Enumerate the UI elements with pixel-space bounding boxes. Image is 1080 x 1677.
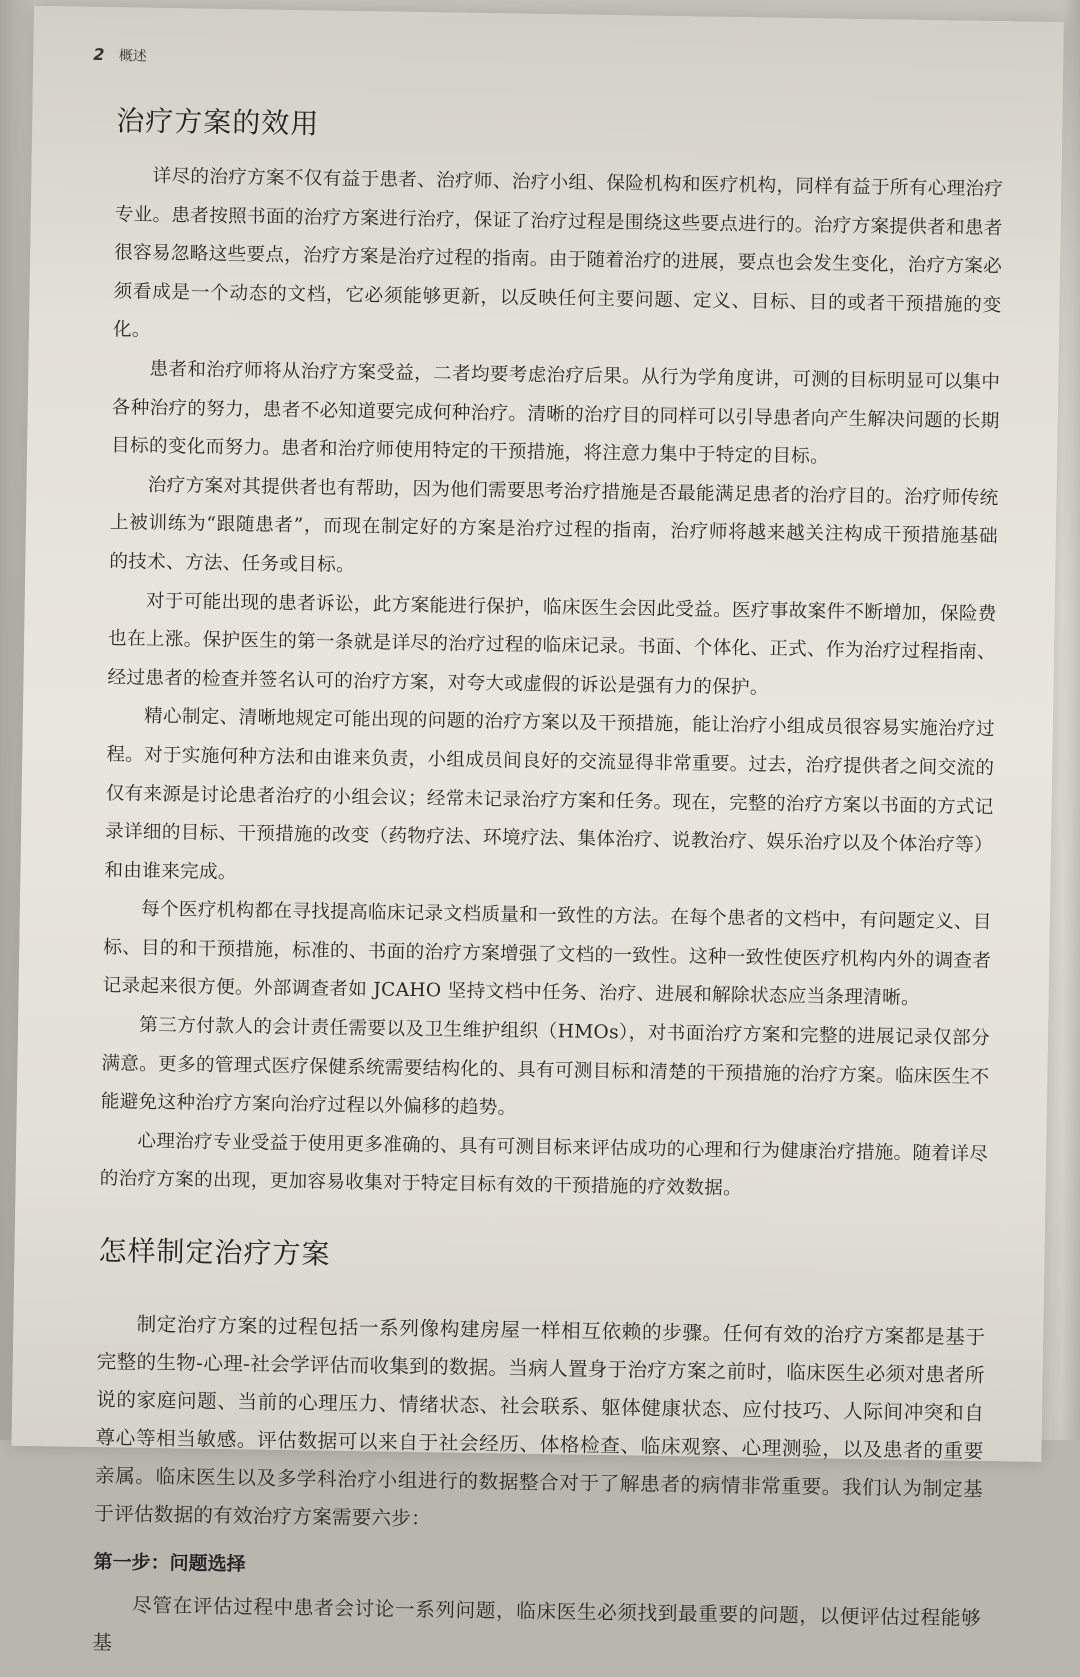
paragraph: 心理治疗专业受益于使用更多准确的、具有可测目标来评估成功的心理和行为健康治疗措施。随着详尽的治疗方案的出现，更加容易收集对于特定目标有效的干预措施的疗效数据。 <box>99 1130 989 1200</box>
paragraph: 第三方付款人的会计责任需要以及卫生维护组织（HMOs），对书面治疗方案和完整的进展记录仅部分满意。更多的管理式医疗保健系统需要结构化的、具有可测目标和清楚的干预措施的治疗方案。临床医生不能避免这种治疗方案向治疗过程以外偏移的趋势。 <box>100 1014 991 1119</box>
paragraph: 精心制定、清晰地规定可能出现的问题的治疗方案以及干预措施，能让治疗小组成员很容易实施治疗过程。对于实施何种方法和由谁来负责，小组成员间良好的交流显得非常重要。过去，治疗提供者之间交流的仅有来源是讨论患者治疗的小组会议；经常未记录治疗方案和任务。现在，完整的治疗方案以书面的方式记录详细的目标、干预措施的改变（药物疗法、环境疗法、集体治疗、说教治疗、娱乐治疗以及个体治疗等）和由谁来完成。 <box>104 706 995 883</box>
running-header <box>93 45 147 66</box>
page-number: 2 <box>93 44 105 65</box>
page-content <box>92 77 1005 1676</box>
paragraph: 制定治疗方案的过程包括一系列像构建房屋一样相互依赖的步骤。任何有效的治疗方案都是基于完整的生物-心理-社会学评估而收集到的数据。当病人置身于治疗方案之前时，临床医生必须对患者所说的家庭问题、当前的心理压力、情绪状态、社会联系、躯体健康状态、应付技巧、人际间冲突和自尊心等相当敏感。评估数据可以来自于社会经历、体格检查、临床观察、心理测验，以及患者的重要亲属。临床医生以及多学科治疗小组进行的数据整合对于了解患者的病情非常重要。我们认为制定基于评估数据的有效治疗方案需要六步： <box>94 1312 986 1531</box>
paragraph: 对于可能出现的患者诉讼，此方案能进行保护，临床医生会因此受益。医疗事故案件不断增加，保险费也在上涨。保护医生的第一条就是详尽的治疗过程的临床记录。书面、个体化、正式、作为治疗过程指南、经过患者的检查并签名认可的治疗方案，对夸大或虚假的诉讼是强有力的保护。 <box>107 590 997 699</box>
page-shadow <box>1062 0 1080 1440</box>
section-title: 治疗方案的效用 <box>116 104 320 141</box>
paragraph: 详尽的治疗方案不仅有益于患者、治疗师、治疗小组、保险机构和医疗机构，同样有益于所有心理治疗专业。患者按照书面的治疗方案进行治疗，保证了治疗过程是围绕这些要点进行的。治疗方案提供者和患者很容易忽略这些要点，治疗方案是治疗过程的指南。由于随着治疗的进展，要点也会发生变化，治疗方案必须看成是一个动态的文档，它必须能够更新，以反映任何主要问题、定义、目标、目的或者干预措施的变化。 <box>112 165 1004 342</box>
paragraph: 治疗方案对其提供者也有帮助，因为他们需要思考治疗措施是否最能满足患者的治疗目的。治疗师传统上被训练为“跟随患者”，而现在制定好的方案是治疗过程的指南，治疗师将越来越关注构成干预措施基础的技术、方法、任务或目标。 <box>109 474 999 576</box>
section-how-to <box>92 1229 987 1676</box>
chapter-title: 概述 <box>118 48 147 65</box>
paragraph: 尽管在评估过程中患者会讨论一系列问题，临床医生必须找到最重要的问题，以便评估过程能够基 <box>92 1593 982 1655</box>
step-heading: 第一步：问题选择 <box>93 1551 246 1576</box>
section-title: 怎样制定治疗方案 <box>98 1234 331 1271</box>
book-page <box>11 6 1063 1655</box>
paragraph: 患者和治疗师将从治疗方案受益，二者均要考虑治疗后果。从行为学角度讲，可测的目标明显可以集中各种治疗的努力，患者不必知道要完成何种治疗。清晰的治疗目的同样可以引导患者向产生解决问题的长期目标的变化而努力。患者和治疗师使用特定的干预措施，将注意力集中于特定的目标。 <box>110 358 1001 468</box>
paragraph: 每个医疗机构都在寻找提高临床记录文档质量和一致性的方法。在每个患者的文档中，有问题定义、目标、目的和干预措施，标准的、书面的治疗方案增强了文档的一致性。这种一致性使医疗机构内外的调查者记录起来很方便。外部调查者如 JCAHO 坚持文档中任务、治疗、进展和解除状态应当条理清晰。 <box>102 898 992 1010</box>
section-utility <box>99 99 1004 1213</box>
